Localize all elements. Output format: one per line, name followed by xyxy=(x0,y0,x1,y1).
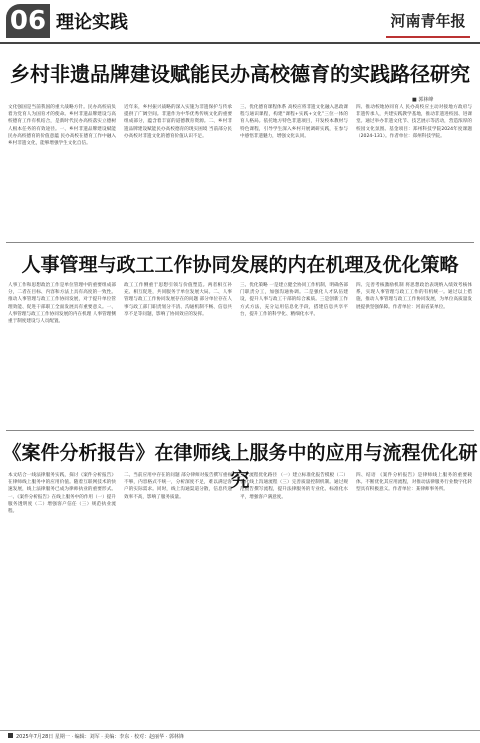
article3-headline: 《案件分析报告》在律师线上服务中的应用与流程优化研究 xyxy=(2,442,478,491)
header-rule xyxy=(0,42,480,44)
newspaper-logo: 河南青年报 xyxy=(386,6,470,38)
article1-col-1: 文化强国是当前我国的重大战略方针。民办高校肩负着为党育人为国育才的使命。乡村非遗品牌建设与高校德育工作有机结合，是新时代民办高校落实立德树人根本任务的有效途径。一、乡村非遗品牌建设赋能民办高校德育的价值意蕴 民办高校在德育工作中融入乡村非遗文化，能够增强学生文化自信。 xyxy=(8,105,116,147)
article1-author: ■ 郭林峰 xyxy=(412,97,434,103)
section-title: 理论实践 xyxy=(56,12,128,33)
article2-col-4: 四、完善考核激励机制 将思想政治表现纳入绩效考核体系，实现人事管理与政工工作的有机统一。通过以上措施，推动人事管理与政工工作协同发展，为单位高质量发展提供坚强保障。作者单位：河南省某单位。 xyxy=(356,283,472,310)
article1-col-2: 近年来，乡村振兴战略的深入实施为非遗保护与传承提供了广阔空间。非遗作为中华优秀传统文化的重要组成部分，蕴含着丰富的道德教育资源。二、乡村非遗品牌建设赋能民办高校德育的现实困境 当前部分民办高校对非遗文化的德育价值认识不足。 xyxy=(124,105,232,139)
footer-square-icon xyxy=(8,733,13,738)
footer-text: 2025年7月28日 星期一 · 编辑：刘军 · 美编：李东 · 校对：赵丽华 · 郭林锋 xyxy=(16,734,184,740)
article2-col-3: 三、优化策略 一是建立健全协同工作机制，明确各部门职责分工，加强沟通协调。二是强化人才队伍建设，提升人事与政工干部的综合素质。三是创新工作方式方法，充分运用信息化手段，搭建信息共享平台，提升工作的科学化、精细化水平。 xyxy=(240,283,348,317)
article3-col-3: 三、流程优化路径 （一）建立标准化报告模板（二）优化线上沟通流程（三）完善质量控制机制。通过规范报告撰写流程，提升法律服务的专业化、标准化水平，增强客户满意度。 xyxy=(240,473,348,500)
article2-headline: 人事管理与政工工作协同发展的内在机理及优化策略 xyxy=(21,254,459,276)
article2-col-1: 人事工作和思想政治工作是单位管理中的重要组成部分，二者在目标、内容和方法上具有高度的一致性。推动人事管理与政工工作协同发展，对于提升单位管理效能、促进干部职工全面发展具有重要意义。一、人事管理与政工工作协同发展的内在机理 人事管理侧重于制度建设与人员配置。 xyxy=(8,283,116,325)
article-divider-2 xyxy=(6,430,474,431)
article-divider-1 xyxy=(6,242,474,243)
article3-col-2: 二、当前应用中存在的问题 部分律师对报告撰写重视不够，内容格式不统一，分析深度不足，难以满足客户的实际需求。同时，线上沟通渠道分散，信息传递效率不高，影响了服务质量。 xyxy=(124,473,232,500)
article3-col-4: 四、结语 《案件分析报告》是律师线上服务的重要载体。不断优化其应用流程，对推动法律服务行业数字化转型具有积极意义。作者单位：某律师事务所。 xyxy=(356,473,472,493)
article2-col-2: 政工工作侧重于思想引领与价值塑造。两者相互补充、相互促进，共同服务于单位发展大局。二、人事管理与政工工作协同发展存在的问题 部分单位存在人事与政工部门职责划分不清、沟通机制不畅、信息共享不足等问题，影响了协同效应的发挥。 xyxy=(124,283,232,317)
article3-col-1: 本文结合一线法律服务实践，探讨《案件分析报告》在律师线上服务中的应用价值。随着互联网技术的快速发展，线上法律服务已成为律师执业的重要形式。一、《案件分析报告》在线上服务中的作用（一）提升服务透明度（二）增强客户信任（三）规范执业流程。 xyxy=(8,473,116,515)
page-footer xyxy=(0,730,480,743)
page-number: 06 xyxy=(6,4,50,38)
article1-headline: 乡村非遗品牌建设赋能民办高校德育的实践路径研究 xyxy=(10,62,470,86)
article1-col-3: 三、优化德育课程体系 高校应将非遗文化融入思政课程与通识课程，构建“课程+实践+文化”三位一体的育人格局。依托地方特色非遗项目，开发校本教材与特色课程，引导学生深入乡村开展调研实践，在参与中感悟非遗魅力，增强文化认同。 xyxy=(240,105,348,139)
article1-col-4: 四、推动校地协同育人 民办高校应主动对接地方政府与非遗传承人，共建实践教学基地，推动非遗进校园、进课堂。通过举办非遗文化节、技艺展示等活动，营造浓厚的校园文化氛围。基金项目：郑州科技学院2024年度课题（2024-131）。作者单位：郑州科技学院。 xyxy=(356,105,472,139)
